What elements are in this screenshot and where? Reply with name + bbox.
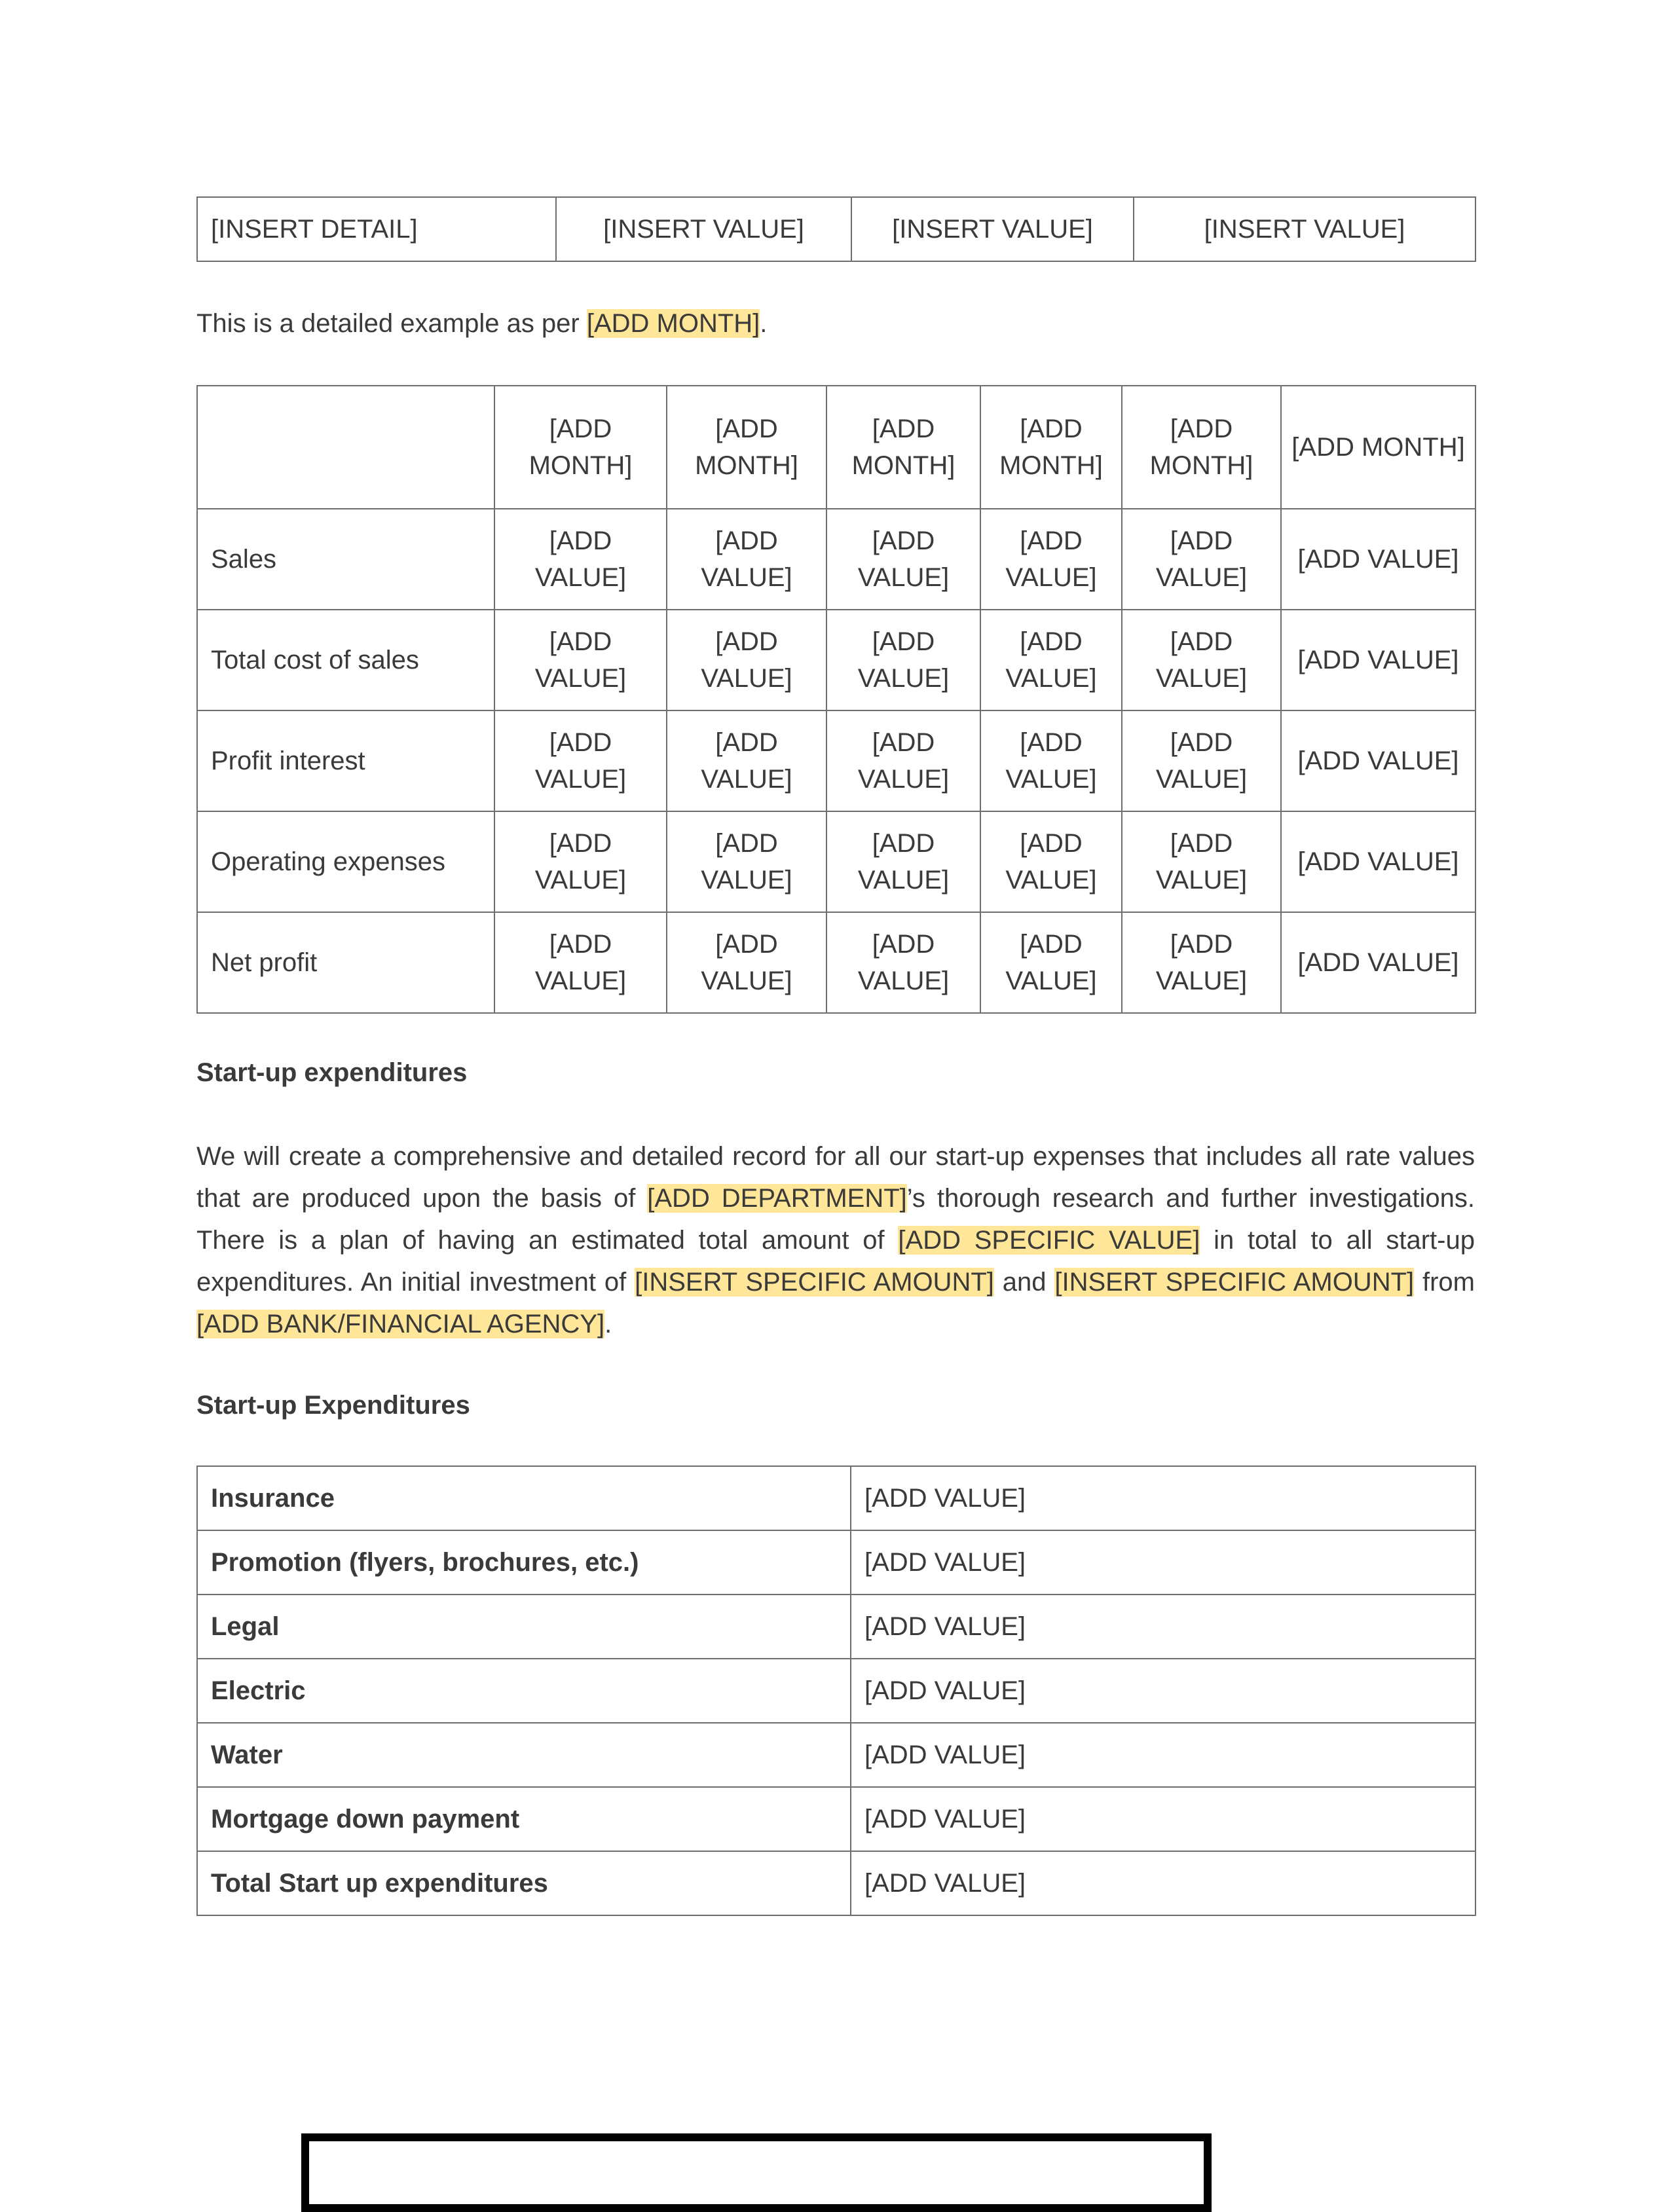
paragraph-text: We will create a comprehensive and detailed record for all our start-up expenses that includes all rate values that are produced upon the basis of <box>196 1142 1475 1213</box>
item-cell: Insurance <box>197 1466 851 1530</box>
month-placeholder: [ADD MONTH] <box>586 309 760 338</box>
header-cell: [ADD MONTH] <box>980 386 1122 509</box>
value-cell: [ADD VALUE] <box>851 1723 1475 1787</box>
paragraph-text: and <box>993 1268 1055 1297</box>
table-row <box>197 1659 1475 1723</box>
table-cell: [ADD VALUE] <box>667 912 826 1013</box>
startup-paragraph <box>196 1135 1475 1345</box>
header-cell: [ADD MONTH] <box>1122 386 1281 509</box>
table-row <box>197 1851 1475 1915</box>
table-row <box>197 197 1475 261</box>
row-label: Profit interest <box>197 710 494 811</box>
detail-cell: [INSERT DETAIL] <box>197 197 556 261</box>
table-cell: [ADD VALUE] <box>826 509 980 610</box>
table-header-row <box>197 386 1475 509</box>
table-cell: [ADD VALUE] <box>494 509 667 610</box>
table-cell: [ADD VALUE] <box>826 811 980 912</box>
detail-table <box>196 196 1476 262</box>
table-cell: [ADD VALUE] <box>826 610 980 710</box>
item-cell: Water <box>197 1723 851 1787</box>
intro-text: This is a detailed example as per <box>196 309 587 338</box>
specific-value-placeholder: [ADD SPECIFIC VALUE] <box>898 1226 1200 1255</box>
table-row <box>197 610 1475 710</box>
value-cell: [INSERT VALUE] <box>851 197 1134 261</box>
amount-placeholder: [INSERT SPECIFIC AMOUNT] <box>1054 1268 1415 1297</box>
table-row <box>197 509 1475 610</box>
header-cell: [ADD MONTH] <box>494 386 667 509</box>
item-cell: Electric <box>197 1659 851 1723</box>
value-cell: [ADD VALUE] <box>851 1659 1475 1723</box>
table-cell: [ADD VALUE] <box>980 610 1122 710</box>
table-row <box>197 1787 1475 1851</box>
table-row <box>197 1466 1475 1530</box>
monthly-table <box>196 385 1476 1014</box>
item-cell: Mortgage down payment <box>197 1787 851 1851</box>
value-cell: [INSERT VALUE] <box>556 197 851 261</box>
section-heading: Start-up expenditures <box>196 1058 468 1087</box>
table-cell: [ADD VALUE] <box>1281 710 1475 811</box>
table-cell: [ADD VALUE] <box>667 811 826 912</box>
row-label: Operating expenses <box>197 811 494 912</box>
table-cell: [ADD VALUE] <box>1281 811 1475 912</box>
table-row <box>197 1594 1475 1659</box>
table-cell: [ADD VALUE] <box>980 509 1122 610</box>
table-cell: [ADD VALUE] <box>980 811 1122 912</box>
value-cell: [ADD VALUE] <box>851 1787 1475 1851</box>
table-cell: [ADD VALUE] <box>494 710 667 811</box>
table-cell: [ADD VALUE] <box>1281 912 1475 1013</box>
table-cell: [ADD VALUE] <box>667 509 826 610</box>
table-row <box>197 1530 1475 1594</box>
row-label: Sales <box>197 509 494 610</box>
table-cell: [ADD VALUE] <box>494 912 667 1013</box>
intro-paragraph <box>196 303 1475 344</box>
table-heading: Start-up Expenditures <box>196 1391 470 1420</box>
table-row <box>197 710 1475 811</box>
amount-placeholder: [INSERT SPECIFIC AMOUNT] <box>635 1268 994 1297</box>
table-cell: [ADD VALUE] <box>980 912 1122 1013</box>
value-cell: [ADD VALUE] <box>851 1594 1475 1659</box>
table-cell: [ADD VALUE] <box>1122 610 1281 710</box>
table-cell: [ADD VALUE] <box>826 710 980 811</box>
table-cell: [ADD VALUE] <box>494 811 667 912</box>
table-cell: [ADD VALUE] <box>980 710 1122 811</box>
item-cell-total: Total Start up expenditures <box>197 1851 851 1915</box>
paragraph-text: from <box>1414 1268 1475 1297</box>
table-cell: [ADD VALUE] <box>1122 710 1281 811</box>
table-cell: [ADD VALUE] <box>1122 912 1281 1013</box>
table-cell: [ADD VALUE] <box>1281 509 1475 610</box>
paragraph-text: . <box>604 1310 612 1338</box>
table-cell: [ADD VALUE] <box>1281 610 1475 710</box>
paragraph-text: in total to all start-up expenditures. An initial investment of <box>196 1226 1475 1297</box>
table-cell: [ADD VALUE] <box>1122 509 1281 610</box>
item-cell: Legal <box>197 1594 851 1659</box>
table-row <box>197 1723 1475 1787</box>
table-row <box>197 811 1475 912</box>
header-cell: [ADD MONTH] <box>826 386 980 509</box>
row-label: Total cost of sales <box>197 610 494 710</box>
item-cell: Promotion (flyers, brochures, etc.) <box>197 1530 851 1594</box>
department-placeholder: [ADD DEPARTMENT] <box>647 1184 907 1213</box>
value-cell: [INSERT VALUE] <box>1134 197 1475 261</box>
bank-placeholder: [ADD BANK/FINANCIAL AGENCY] <box>196 1310 605 1338</box>
header-cell: [ADD MONTH] <box>1281 386 1475 509</box>
table-cell: [ADD VALUE] <box>667 610 826 710</box>
table-row <box>197 912 1475 1013</box>
value-cell: [ADD VALUE] <box>851 1466 1475 1530</box>
paragraph-text: ’s thorough research and further investigations. There is a plan of having an estimated total amount of <box>196 1184 1475 1255</box>
header-cell: [ADD MONTH] <box>667 386 826 509</box>
table-cell: [ADD VALUE] <box>494 610 667 710</box>
expenditures-table <box>196 1465 1476 1916</box>
document-page <box>196 196 1475 1916</box>
header-cell-empty <box>197 386 494 509</box>
value-cell-total: [ADD VALUE] <box>851 1851 1475 1915</box>
row-label: Net profit <box>197 912 494 1013</box>
table-cell: [ADD VALUE] <box>826 912 980 1013</box>
bottom-frame <box>301 2133 1212 2212</box>
intro-end: . <box>760 309 768 338</box>
table-cell: [ADD VALUE] <box>1122 811 1281 912</box>
value-cell: [ADD VALUE] <box>851 1530 1475 1594</box>
table-cell: [ADD VALUE] <box>667 710 826 811</box>
